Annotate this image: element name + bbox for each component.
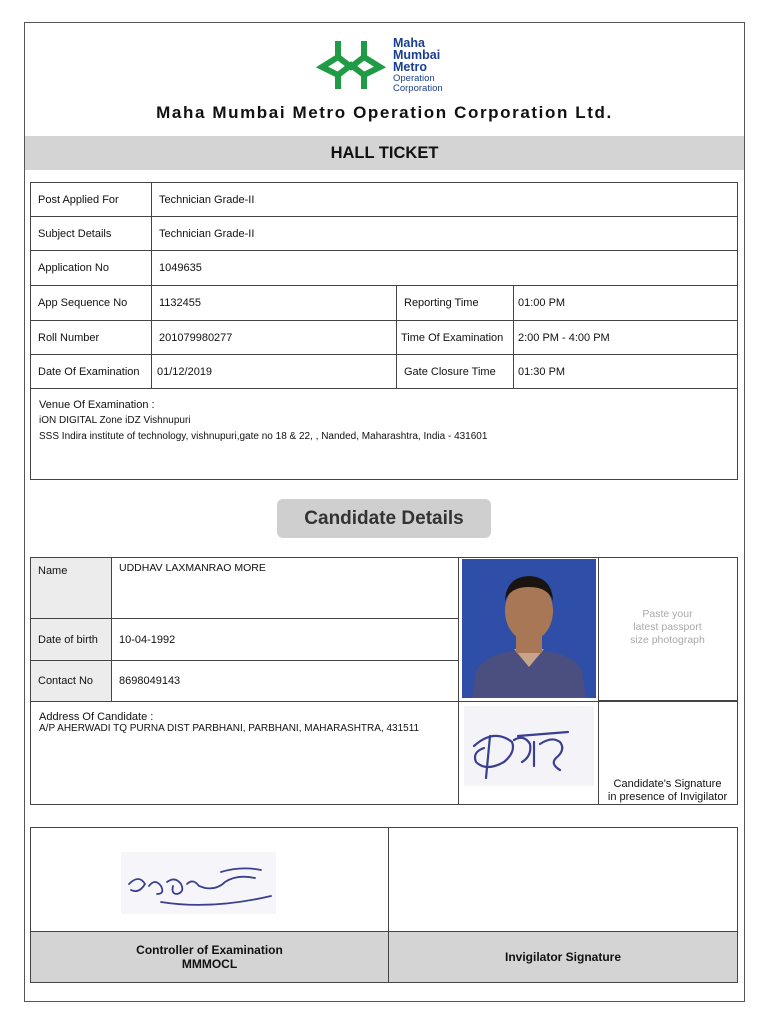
- logo-text-metro: Metro: [393, 60, 428, 74]
- paste-photo-area: [598, 557, 738, 701]
- contact-label: Contact No: [30, 660, 112, 702]
- company-logo: [316, 33, 456, 95]
- invigilator-signature-box: [388, 827, 738, 932]
- subject-details-label: Subject Details: [30, 216, 152, 251]
- signature-caption-line-1: Candidate's Signature: [613, 778, 722, 790]
- controller-line-1: Controller of Examination: [136, 943, 283, 957]
- controller-signature-icon: [121, 852, 276, 914]
- controller-signature-box: [30, 827, 389, 932]
- organization-name: Maha Mumbai Metro Operation Corporation Ltd.: [156, 103, 613, 122]
- paste-photo-line-1: Paste your: [642, 608, 693, 620]
- person-photo-icon: [462, 559, 596, 698]
- logo-text-mumbai: Mumbai: [393, 48, 441, 62]
- date-of-exam-value: 01/12/2019: [151, 354, 397, 389]
- application-no-label: Application No: [30, 250, 152, 286]
- post-applied-label: Post Applied For: [30, 182, 152, 217]
- post-applied-value: Technician Grade-II: [151, 182, 738, 217]
- signature-caption-line-2: in presence of Invigilator: [607, 791, 728, 803]
- logo-text-operation: Operation: [393, 73, 435, 84]
- dob-label: Date of birth: [30, 618, 112, 661]
- logo-text-maha: Maha: [393, 36, 425, 50]
- address-value: A/P AHERWADI TQ PURNA DIST PARBHANI, PARBHANI, MAHARASHTRA, 431511: [39, 723, 420, 734]
- venue-box: [30, 388, 738, 480]
- time-of-exam-label: Time Of Examination: [396, 320, 514, 355]
- date-of-exam-label: Date Of Examination: [30, 354, 152, 389]
- roll-number-label: Roll Number: [30, 320, 152, 355]
- roll-number-value: 201079980277: [151, 320, 397, 355]
- candidate-photo: [462, 559, 596, 698]
- contact-value: 8698049143: [111, 660, 459, 702]
- controller-of-examination-label: [30, 931, 389, 983]
- venue-line-2: SSS Indira institute of technology, vishnupuri,gate no 18 & 22, , Nanded, Maharashtra, India - 431601: [39, 431, 488, 442]
- metro-star-logo-icon: [316, 35, 386, 93]
- time-of-exam-value: 2:00 PM - 4:00 PM: [513, 320, 738, 355]
- address-box: [30, 701, 459, 805]
- controller-line-2: MMMOCL: [181, 957, 238, 971]
- reporting-time-value: 01:00 PM: [513, 285, 738, 321]
- name-value: UDDHAV LAXMANRAO MORE: [111, 557, 459, 619]
- address-label: Address Of Candidate :: [39, 711, 154, 723]
- paste-photo-line-3: size photograph: [630, 634, 705, 646]
- candidate-signature-caption: [598, 701, 738, 805]
- venue-label: Venue Of Examination :: [39, 399, 155, 411]
- app-sequence-value: 1132455: [151, 285, 397, 321]
- logo-text-corporation: Corporation: [393, 83, 443, 94]
- invigilator-signature-label: Invigilator Signature: [388, 931, 738, 983]
- app-sequence-label: App Sequence No: [30, 285, 152, 321]
- gate-closure-label: Gate Closure Time: [396, 354, 514, 389]
- subject-details-value: Technician Grade-II: [151, 216, 738, 251]
- hall-ticket-title: HALL TICKET: [25, 136, 744, 170]
- dob-value: 10-04-1992: [111, 618, 459, 661]
- paste-photo-line-2: latest passport: [633, 621, 702, 633]
- candidate-signature-icon: [464, 706, 594, 786]
- gate-closure-value: 01:30 PM: [513, 354, 738, 389]
- candidate-details-heading: Candidate Details: [277, 499, 491, 538]
- reporting-time-label: Reporting Time: [396, 285, 514, 321]
- application-no-value: 1049635: [151, 250, 738, 286]
- name-label: Name: [30, 557, 112, 619]
- venue-line-1: iON DIGITAL Zone iDZ Vishnupuri: [39, 415, 191, 426]
- candidate-signature-image: [464, 706, 594, 786]
